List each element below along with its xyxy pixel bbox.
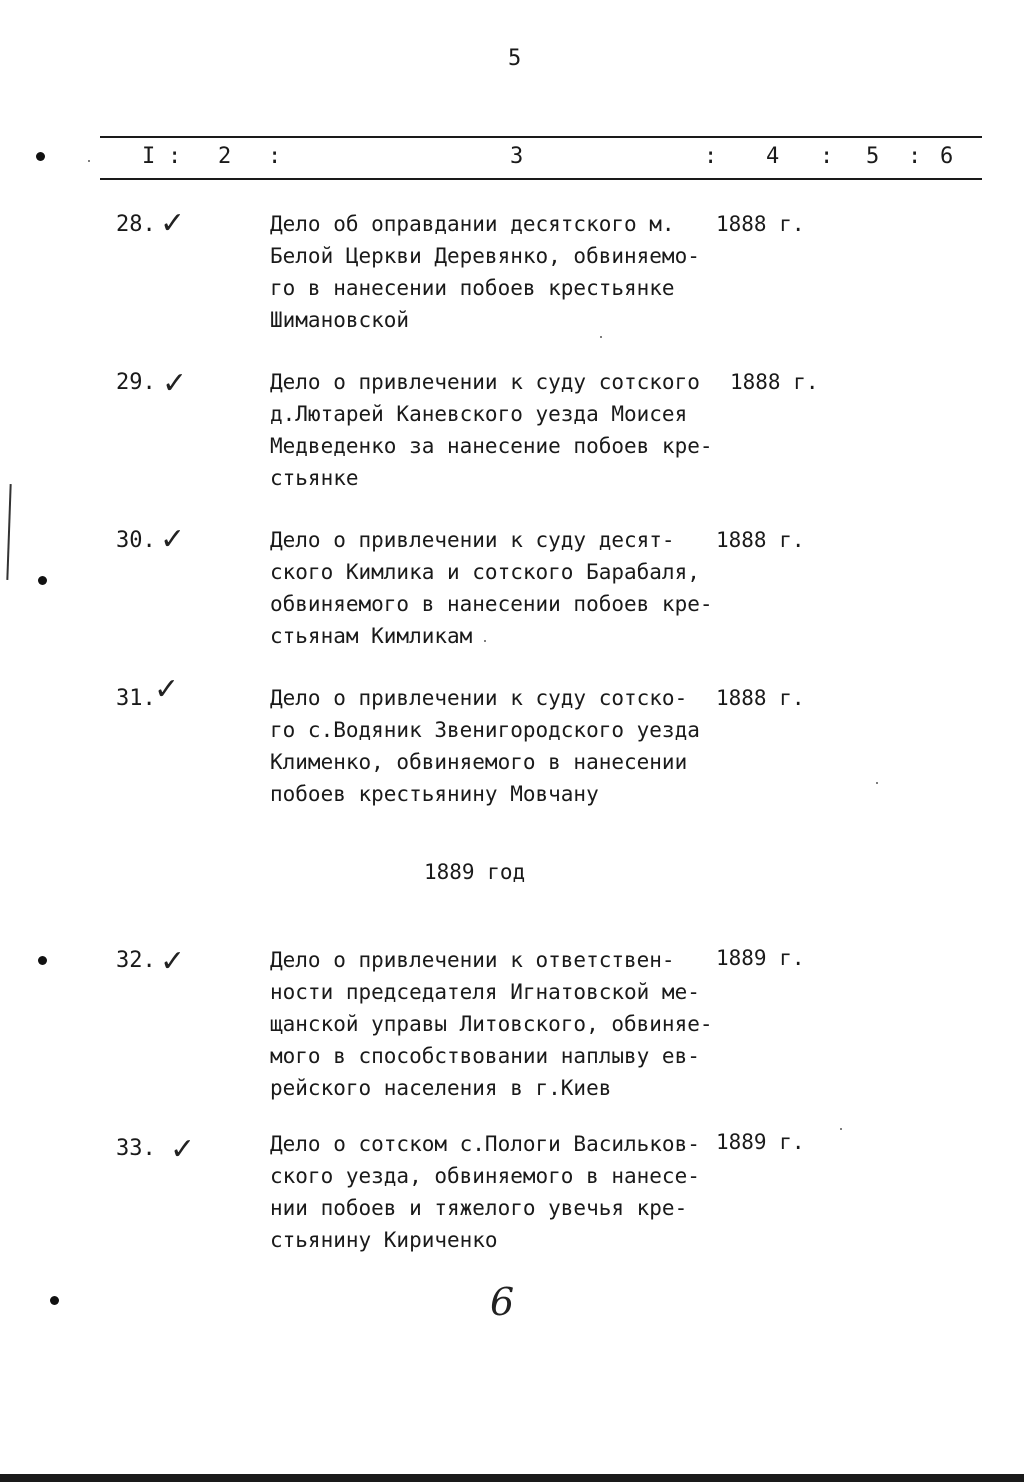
description-line: го в нанесении побоев крестьянке bbox=[270, 276, 675, 300]
scan-edge bbox=[0, 1474, 1024, 1482]
checkmark-icon: ✓ bbox=[160, 206, 186, 241]
description-line: стьянке bbox=[270, 466, 359, 490]
entry-date: 1889 г. bbox=[716, 1130, 805, 1154]
column-separator: : bbox=[168, 144, 182, 169]
checkmark-icon: ✓ bbox=[160, 522, 186, 557]
speck bbox=[600, 336, 602, 338]
entry-description bbox=[270, 944, 720, 1104]
binder-hole-icon bbox=[50, 1296, 59, 1305]
column-header-1: I bbox=[142, 144, 156, 169]
table-header-rule-top bbox=[100, 136, 982, 138]
description-line: Дело о привлечении к суду сотского bbox=[270, 370, 700, 394]
description-line: ского уезда, обвиняемого в нанесе- bbox=[270, 1164, 700, 1188]
checkmark-icon: ✓ bbox=[160, 944, 186, 979]
checkmark-icon: ✓ bbox=[162, 366, 188, 401]
description-line: побоев крестьянину Мовчану bbox=[270, 782, 599, 806]
description-line: Медведенко за нанесение побоев кре- bbox=[270, 434, 713, 458]
speck bbox=[876, 782, 878, 784]
entry-number: 31. bbox=[116, 686, 156, 711]
entry-number: 32. bbox=[116, 948, 156, 973]
page-number: 5 bbox=[508, 46, 522, 71]
description-line: го с.Водяник Звенигородского уезда bbox=[270, 718, 700, 742]
description-line: Клименко, обвиняемого в нанесении bbox=[270, 750, 688, 774]
entry-date: 1888 г. bbox=[730, 370, 819, 394]
entry-number: 30. bbox=[116, 528, 156, 553]
entry-number: 29. bbox=[116, 370, 156, 395]
column-header-6: 6 bbox=[940, 144, 954, 169]
entry-date: 1888 г. bbox=[716, 686, 805, 710]
entry-number: 28. bbox=[116, 212, 156, 237]
column-separator: : bbox=[704, 144, 718, 169]
column-header-2: 2 bbox=[218, 144, 232, 169]
entry-description bbox=[270, 524, 720, 652]
description-line: ности председателя Игнатовской ме- bbox=[270, 980, 700, 1004]
entry-description bbox=[270, 366, 720, 494]
binder-hole-icon bbox=[38, 956, 47, 965]
entry-description bbox=[270, 1128, 720, 1256]
description-line: Дело о привлечении к суду десят- bbox=[270, 528, 675, 552]
description-line: Дело о привлечении к ответствен- bbox=[270, 948, 675, 972]
entry-number: 33. bbox=[116, 1136, 156, 1161]
description-line: д.Лютарей Каневского уезда Моисея bbox=[270, 402, 688, 426]
speck bbox=[88, 160, 90, 162]
speck bbox=[840, 1128, 842, 1130]
description-line: обвиняемого в нанесении побоев кре- bbox=[270, 592, 713, 616]
entry-date: 1888 г. bbox=[716, 528, 805, 552]
handwritten-mark: 6 bbox=[490, 1280, 515, 1324]
binder-hole-icon bbox=[36, 152, 45, 161]
column-header-4: 4 bbox=[766, 144, 780, 169]
entry-date: 1889 г. bbox=[716, 946, 805, 970]
column-separator: : bbox=[908, 144, 922, 169]
table-header-rule-bottom bbox=[100, 178, 982, 180]
column-separator: : bbox=[268, 144, 282, 169]
description-line: стьянину Кириченко bbox=[270, 1228, 498, 1252]
description-line: щанской управы Литовского, обвиняе- bbox=[270, 1012, 713, 1036]
entry-description bbox=[270, 208, 720, 336]
year-heading: 1889 год bbox=[424, 860, 526, 884]
description-line: Дело об оправдании десятского м. bbox=[270, 212, 675, 236]
column-separator: : bbox=[820, 144, 834, 169]
description-line: рейского населения в г.Киев bbox=[270, 1076, 612, 1100]
binder-hole-icon bbox=[38, 576, 47, 585]
description-line: нии побоев и тяжелого увечья кре- bbox=[270, 1196, 688, 1220]
entry-date: 1888 г. bbox=[716, 212, 805, 236]
description-line: Белой Церкви Деревянко, обвиняемо- bbox=[270, 244, 700, 268]
checkmark-icon: ✓ bbox=[170, 1132, 196, 1167]
description-line: Дело о привлечении к суду сотско- bbox=[270, 686, 688, 710]
description-line: Шимановской bbox=[270, 308, 410, 332]
description-line: ского Кимлика и сотского Барабаля, bbox=[270, 560, 700, 584]
speck bbox=[484, 640, 486, 642]
column-header-5: 5 bbox=[866, 144, 880, 169]
description-line: Дело о сотском с.Пологи Васильков- bbox=[270, 1132, 700, 1156]
margin-line bbox=[6, 484, 11, 580]
entry-description bbox=[270, 682, 720, 810]
checkmark-icon: ✓ bbox=[154, 672, 180, 707]
column-header-3: 3 bbox=[510, 144, 524, 169]
description-line: стьянам Кимликам bbox=[270, 624, 473, 648]
description-line: мого в способствовании наплыву ев- bbox=[270, 1044, 700, 1068]
